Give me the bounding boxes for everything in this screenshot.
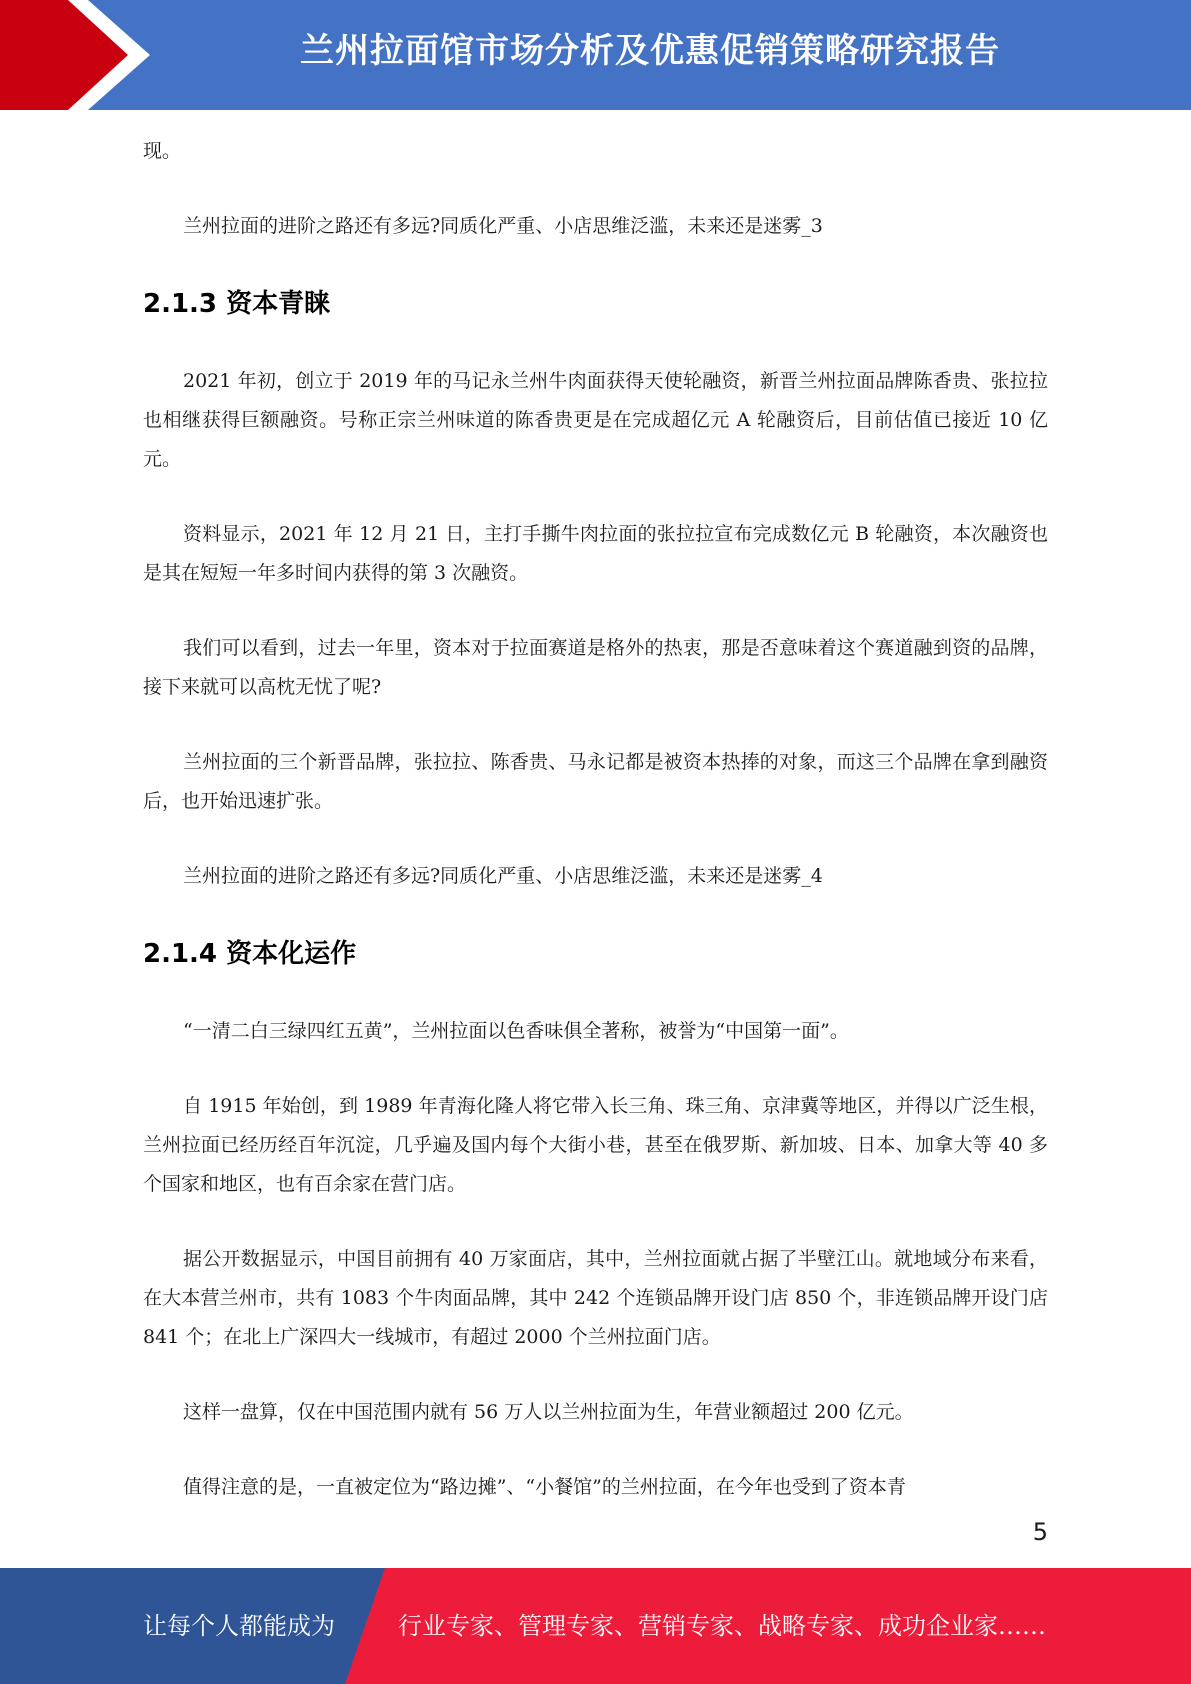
page-content xyxy=(143,132,1048,1543)
section-heading-2-1-4: 2.1.4 资本化运作 xyxy=(143,939,357,969)
report-title: 兰州拉面馆市场分析及优惠促销策略研究报告 xyxy=(300,31,1000,71)
paragraph-214-5: 值得注意的是，一直被定位为“路边摊”、“小餐馆”的兰州拉面，在今年也受到了资本青 xyxy=(183,1476,906,1498)
footer-slogan-left: 让每个人都能成为 xyxy=(143,1612,335,1640)
section-heading-2-1-3: 2.1.3 资本青睐 xyxy=(143,289,331,319)
paragraph-213-2: 资料显示，2021 年 12 月 21 日，主打手撕牛肉拉面的张拉拉宣布完成数亿元 B 轮融资，本次融资也是其在短短一年多时间内获得的第 3 次融资。 xyxy=(143,523,1048,584)
image-caption-3: 兰州拉面的进阶之路还有多远?同质化严重、小店思维泛滥，未来还是迷雾_3 xyxy=(183,215,823,237)
image-caption-4: 兰州拉面的进阶之路还有多远?同质化严重、小店思维泛滥，未来还是迷雾_4 xyxy=(183,865,823,887)
page-number: 5 xyxy=(1032,1518,1048,1546)
paragraph-214-4: 这样一盘算，仅在中国范围内就有 56 万人以兰州拉面为生，年营业额超过 200 亿元。 xyxy=(183,1401,914,1423)
paragraph-213-1: 2021 年初，创立于 2019 年的马记永兰州牛肉面获得天使轮融资，新晋兰州拉面品牌陈香贵、张拉拉也相继获得巨额融资。号称正宗兰州味道的陈香贵更是在完成超亿元 A 轮融资后，目前估值已接近 10 亿元。 xyxy=(143,370,1048,470)
paragraph-213-3: 我们可以看到，过去一年里，资本对于拉面赛道是格外的热衷，那是否意味着这个赛道融到资的品牌，接下来就可以高枕无忧了呢? xyxy=(143,637,1048,698)
paragraph-214-2: 自 1915 年始创，到 1989 年青海化隆人将它带入长三角、珠三角、京津冀等地区，并得以广泛生根，兰州拉面已经历经百年沉淀，几乎遍及国内每个大街小巷，甚至在俄罗斯、新加坡、日本、加拿大等 40 多个国家和地区，也有百余家在营门店。 xyxy=(143,1095,1048,1195)
paragraph-214-3: 据公开数据显示，中国目前拥有 40 万家面店，其中，兰州拉面就占据了半壁江山。就地域分布来看，在大本营兰州市，共有 1083 个牛肉面品牌，其中 242 个连锁品牌开设门店 850 个，非连锁品牌开设门店 841 个；在北上广深四大一线城市，有超过 2000 个兰州拉面门店。 xyxy=(143,1248,1048,1348)
paragraph-213-4: 兰州拉面的三个新晋品牌，张拉拉、陈香贵、马永记都是被资本热捧的对象，而这三个品牌在拿到融资后，也开始迅速扩张。 xyxy=(143,751,1048,812)
paragraph-continuation: 现。 xyxy=(143,140,182,162)
paragraph-214-1: “一清二白三绿四红五黄”，兰州拉面以色香味俱全著称，被誉为“中国第一面”。 xyxy=(183,1020,849,1042)
header-banner xyxy=(0,0,1191,110)
footer-banner xyxy=(0,1568,1191,1684)
footer-slogan-right: 行业专家、管理专家、营销专家、战略专家、成功企业家…… xyxy=(398,1612,1046,1640)
